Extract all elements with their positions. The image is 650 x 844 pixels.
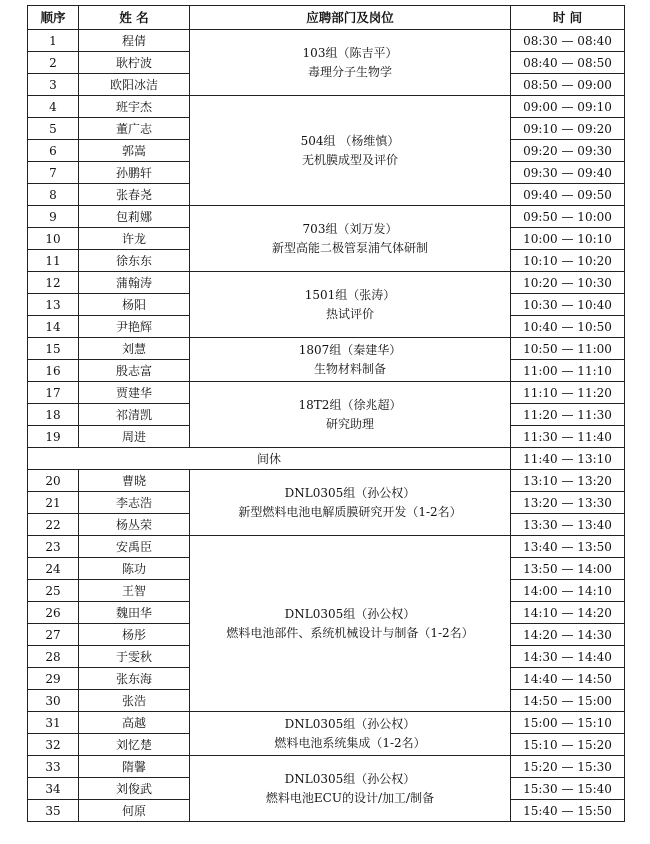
time-cell: 14:00 — 14:10 bbox=[511, 580, 625, 602]
seq-cell: 28 bbox=[28, 646, 79, 668]
dept-position: 生物材料制备 bbox=[313, 361, 386, 376]
seq-cell: 22 bbox=[28, 514, 79, 536]
name-cell: 张春尧 bbox=[79, 184, 190, 206]
table-row bbox=[28, 712, 625, 734]
seq-cell: 10 bbox=[28, 228, 79, 250]
dept-cell bbox=[190, 338, 511, 382]
seq-cell: 7 bbox=[28, 162, 79, 184]
seq-cell: 13 bbox=[28, 294, 79, 316]
time-cell: 14:20 — 14:30 bbox=[511, 624, 625, 646]
dept-position: 毒理分子生物学 bbox=[307, 64, 392, 79]
header-time: 时 间 bbox=[511, 6, 625, 30]
dept-cell bbox=[190, 96, 511, 206]
time-cell: 15:00 — 15:10 bbox=[511, 712, 625, 734]
name-cell: 张浩 bbox=[79, 690, 190, 712]
name-cell: 于雯秋 bbox=[79, 646, 190, 668]
name-cell: 张东海 bbox=[79, 668, 190, 690]
break-row bbox=[28, 448, 625, 470]
header-row bbox=[28, 6, 625, 30]
seq-cell: 5 bbox=[28, 118, 79, 140]
time-cell: 08:40 — 08:50 bbox=[511, 52, 625, 74]
name-cell: 曹晓 bbox=[79, 470, 190, 492]
time-cell: 10:30 — 10:40 bbox=[511, 294, 625, 316]
name-cell: 陈功 bbox=[79, 558, 190, 580]
time-cell: 09:30 — 09:40 bbox=[511, 162, 625, 184]
dept-group: 18T2组（徐兆超） bbox=[298, 397, 402, 412]
seq-cell: 32 bbox=[28, 734, 79, 756]
time-cell: 08:50 — 09:00 bbox=[511, 74, 625, 96]
time-cell: 13:50 — 14:00 bbox=[511, 558, 625, 580]
name-cell: 高越 bbox=[79, 712, 190, 734]
seq-cell: 8 bbox=[28, 184, 79, 206]
time-cell: 08:30 — 08:40 bbox=[511, 30, 625, 52]
name-cell: 包莉娜 bbox=[79, 206, 190, 228]
time-cell: 15:10 — 15:20 bbox=[511, 734, 625, 756]
time-cell: 10:50 — 11:00 bbox=[511, 338, 625, 360]
time-cell: 13:20 — 13:30 bbox=[511, 492, 625, 514]
table-row bbox=[28, 470, 625, 492]
seq-cell: 29 bbox=[28, 668, 79, 690]
seq-cell: 31 bbox=[28, 712, 79, 734]
break-time: 11:40 — 13:10 bbox=[511, 448, 625, 470]
seq-cell: 11 bbox=[28, 250, 79, 272]
name-cell: 徐东东 bbox=[79, 250, 190, 272]
seq-cell: 4 bbox=[28, 96, 79, 118]
time-cell: 09:40 — 09:50 bbox=[511, 184, 625, 206]
seq-cell: 14 bbox=[28, 316, 79, 338]
name-cell: 何原 bbox=[79, 800, 190, 822]
table-row bbox=[28, 272, 625, 294]
name-cell: 蒲翰涛 bbox=[79, 272, 190, 294]
time-cell: 11:20 — 11:30 bbox=[511, 404, 625, 426]
dept-position: 新型燃料电池电解质膜研究开发（1-2名） bbox=[238, 504, 462, 519]
name-cell: 刘俊武 bbox=[79, 778, 190, 800]
schedule-body bbox=[28, 30, 625, 822]
dept-cell bbox=[190, 536, 511, 712]
header-dept: 应聘部门及岗位 bbox=[190, 6, 511, 30]
time-cell: 14:50 — 15:00 bbox=[511, 690, 625, 712]
name-cell: 王智 bbox=[79, 580, 190, 602]
dept-cell bbox=[190, 30, 511, 96]
table-row bbox=[28, 206, 625, 228]
seq-cell: 27 bbox=[28, 624, 79, 646]
name-cell: 欧阳冰洁 bbox=[79, 74, 190, 96]
time-cell: 13:40 — 13:50 bbox=[511, 536, 625, 558]
time-cell: 10:20 — 10:30 bbox=[511, 272, 625, 294]
seq-cell: 17 bbox=[28, 382, 79, 404]
seq-cell: 33 bbox=[28, 756, 79, 778]
dept-group: DNL0305组（孙公权） bbox=[284, 606, 416, 621]
time-cell: 11:00 — 11:10 bbox=[511, 360, 625, 382]
dept-group: DNL0305组（孙公权） bbox=[284, 716, 416, 731]
name-cell: 刘忆楚 bbox=[79, 734, 190, 756]
name-cell: 殷志富 bbox=[79, 360, 190, 382]
seq-cell: 20 bbox=[28, 470, 79, 492]
seq-cell: 19 bbox=[28, 426, 79, 448]
dept-cell bbox=[190, 272, 511, 338]
dept-position: 燃料电池系统集成（1-2名） bbox=[274, 735, 426, 750]
dept-group: 1807组（秦建华） bbox=[298, 342, 402, 357]
seq-cell: 12 bbox=[28, 272, 79, 294]
dept-group: 504组 （杨维慎） bbox=[300, 133, 400, 148]
dept-group: DNL0305组（孙公权） bbox=[284, 485, 416, 500]
table-row bbox=[28, 338, 625, 360]
time-cell: 13:10 — 13:20 bbox=[511, 470, 625, 492]
name-cell: 杨丛荣 bbox=[79, 514, 190, 536]
dept-cell bbox=[190, 382, 511, 448]
name-cell: 安禹臣 bbox=[79, 536, 190, 558]
seq-cell: 34 bbox=[28, 778, 79, 800]
name-cell: 杨彤 bbox=[79, 624, 190, 646]
time-cell: 11:10 — 11:20 bbox=[511, 382, 625, 404]
dept-position: 燃料电池ECU的设计/加工/制备 bbox=[265, 790, 435, 805]
seq-cell: 35 bbox=[28, 800, 79, 822]
dept-group: DNL0305组（孙公权） bbox=[284, 771, 416, 786]
name-cell: 耿柠波 bbox=[79, 52, 190, 74]
time-cell: 11:30 — 11:40 bbox=[511, 426, 625, 448]
seq-cell: 24 bbox=[28, 558, 79, 580]
table-row bbox=[28, 756, 625, 778]
dept-position: 新型高能二极管泵浦气体研制 bbox=[271, 240, 428, 255]
dept-position: 燃料电池部件、系统机械设计与制备（1-2名） bbox=[226, 625, 474, 640]
table-row bbox=[28, 96, 625, 118]
dept-cell bbox=[190, 712, 511, 756]
dept-position: 无机膜成型及评价 bbox=[301, 152, 398, 167]
time-cell: 13:30 — 13:40 bbox=[511, 514, 625, 536]
time-cell: 09:10 — 09:20 bbox=[511, 118, 625, 140]
name-cell: 祁清凯 bbox=[79, 404, 190, 426]
name-cell: 魏田华 bbox=[79, 602, 190, 624]
break-label: 间休 bbox=[28, 448, 511, 470]
seq-cell: 15 bbox=[28, 338, 79, 360]
seq-cell: 9 bbox=[28, 206, 79, 228]
header-name: 姓 名 bbox=[79, 6, 190, 30]
time-cell: 10:10 — 10:20 bbox=[511, 250, 625, 272]
name-cell: 贾建华 bbox=[79, 382, 190, 404]
time-cell: 15:40 — 15:50 bbox=[511, 800, 625, 822]
seq-cell: 23 bbox=[28, 536, 79, 558]
name-cell: 李志浩 bbox=[79, 492, 190, 514]
name-cell: 刘慧 bbox=[79, 338, 190, 360]
seq-cell: 2 bbox=[28, 52, 79, 74]
dept-cell bbox=[190, 206, 511, 272]
seq-cell: 21 bbox=[28, 492, 79, 514]
table-row bbox=[28, 30, 625, 52]
name-cell: 程倩 bbox=[79, 30, 190, 52]
interview-schedule-table bbox=[27, 5, 625, 822]
time-cell: 14:30 — 14:40 bbox=[511, 646, 625, 668]
name-cell: 郭嵩 bbox=[79, 140, 190, 162]
header-seq: 顺序 bbox=[28, 6, 79, 30]
time-cell: 15:20 — 15:30 bbox=[511, 756, 625, 778]
name-cell: 董广志 bbox=[79, 118, 190, 140]
name-cell: 许龙 bbox=[79, 228, 190, 250]
table-row bbox=[28, 382, 625, 404]
time-cell: 14:10 — 14:20 bbox=[511, 602, 625, 624]
time-cell: 14:40 — 14:50 bbox=[511, 668, 625, 690]
name-cell: 周进 bbox=[79, 426, 190, 448]
dept-position: 研究助理 bbox=[325, 416, 374, 431]
seq-cell: 1 bbox=[28, 30, 79, 52]
time-cell: 09:20 — 09:30 bbox=[511, 140, 625, 162]
dept-cell bbox=[190, 756, 511, 822]
seq-cell: 26 bbox=[28, 602, 79, 624]
dept-cell bbox=[190, 470, 511, 536]
dept-group: 103组（陈吉平） bbox=[302, 45, 398, 60]
time-cell: 15:30 — 15:40 bbox=[511, 778, 625, 800]
time-cell: 10:00 — 10:10 bbox=[511, 228, 625, 250]
seq-cell: 18 bbox=[28, 404, 79, 426]
seq-cell: 30 bbox=[28, 690, 79, 712]
name-cell: 班宇杰 bbox=[79, 96, 190, 118]
name-cell: 杨阳 bbox=[79, 294, 190, 316]
name-cell: 尹艳辉 bbox=[79, 316, 190, 338]
seq-cell: 3 bbox=[28, 74, 79, 96]
name-cell: 孙鹏轩 bbox=[79, 162, 190, 184]
seq-cell: 16 bbox=[28, 360, 79, 382]
time-cell: 09:50 — 10:00 bbox=[511, 206, 625, 228]
dept-position: 热试评价 bbox=[325, 306, 374, 321]
dept-group: 1501组（张涛） bbox=[304, 287, 396, 302]
dept-group: 703组（刘万发） bbox=[302, 221, 398, 236]
seq-cell: 25 bbox=[28, 580, 79, 602]
table-row bbox=[28, 536, 625, 558]
time-cell: 10:40 — 10:50 bbox=[511, 316, 625, 338]
seq-cell: 6 bbox=[28, 140, 79, 162]
time-cell: 09:00 — 09:10 bbox=[511, 96, 625, 118]
name-cell: 隋馨 bbox=[79, 756, 190, 778]
